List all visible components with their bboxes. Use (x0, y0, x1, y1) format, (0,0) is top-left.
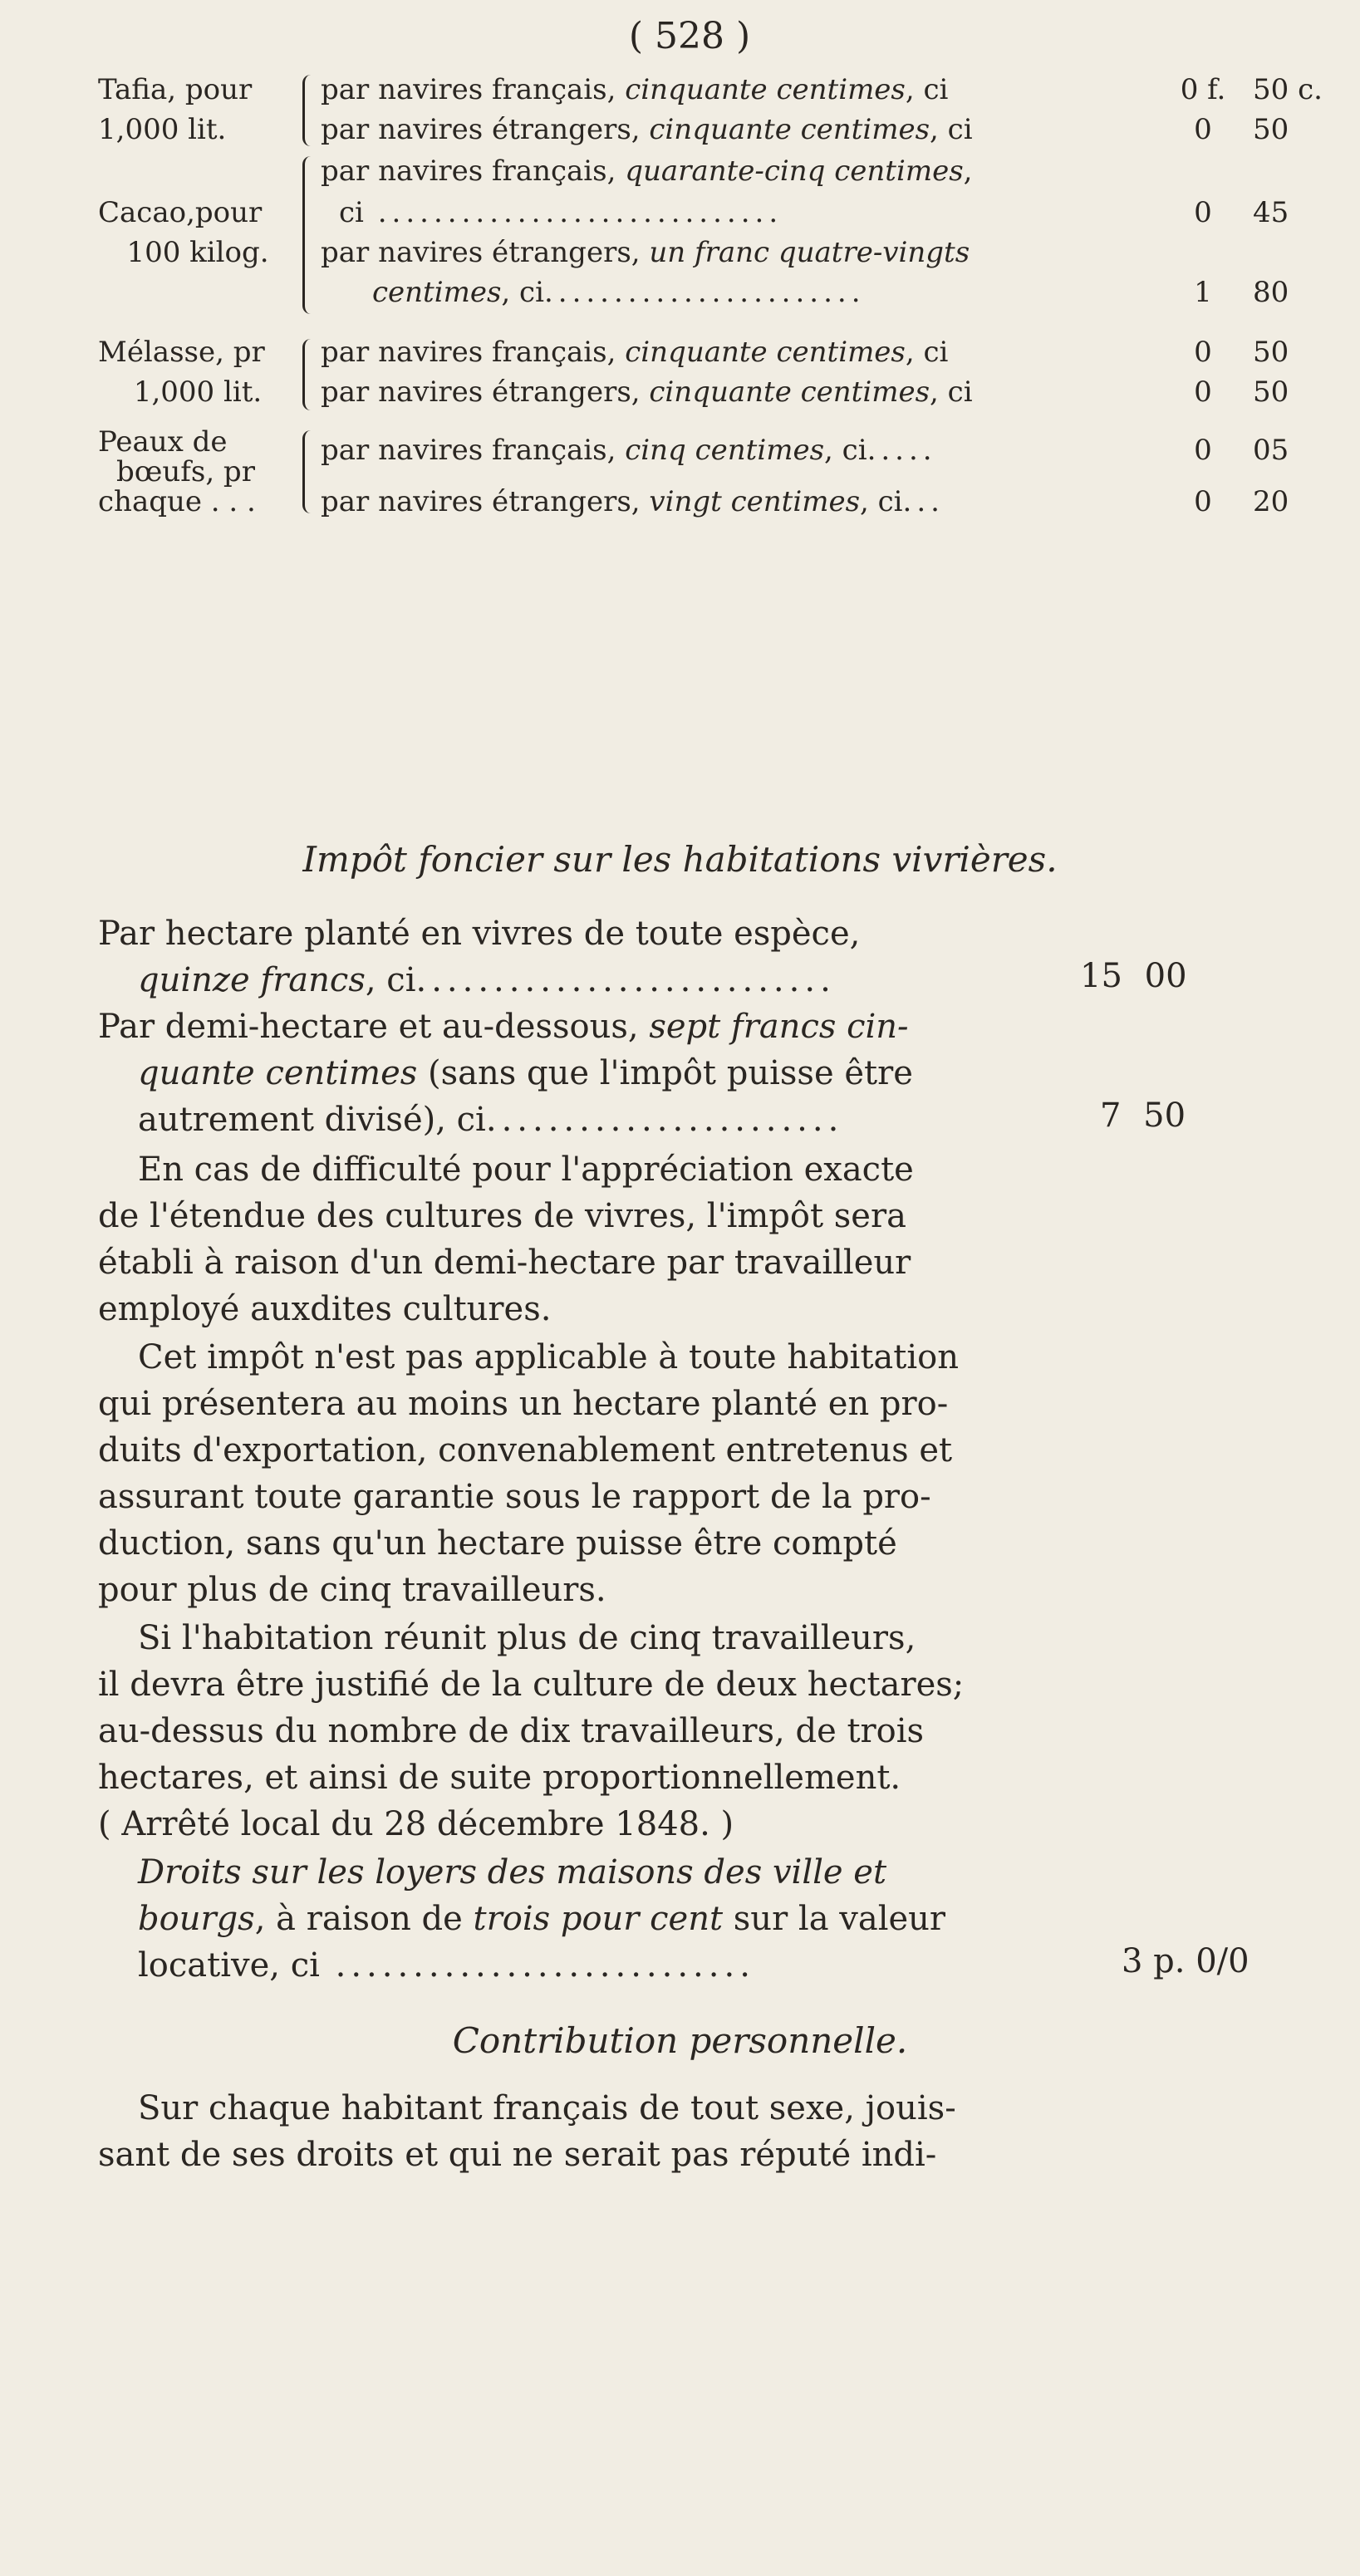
amount-centimes: 05 (1253, 434, 1289, 467)
text-line: quinze francs, ci........................... (138, 961, 836, 999)
text-line: ( Arrêté local du 28 décembre 1848. ) (98, 1805, 734, 1843)
tariff-label: Cacao,pour (98, 196, 263, 229)
amount-francs: 0 (1194, 336, 1212, 369)
amount-francs: 0 (1194, 434, 1212, 467)
text-line: autrement divisé), ci....................... (138, 1101, 844, 1139)
tariff-row: par navires français, cinquante centimes, ci (321, 73, 949, 106)
text-line: pour plus de cinq travailleurs. (98, 1571, 606, 1609)
tariff-label: bœufs, pr (116, 455, 255, 488)
brace (302, 339, 317, 410)
tariff-label: 1,000 lit. (133, 375, 263, 409)
tariff-label: 100 kilog. (126, 236, 269, 269)
amount-centimes: 50 (1253, 113, 1289, 146)
amount-centimes: 45 (1253, 196, 1289, 229)
amount: 3 p. 0/0 (1122, 1942, 1250, 1980)
text-line: au-dessus du nombre de dix travailleurs, de trois (98, 1712, 925, 1750)
text-line: bourgs, à raison de trois pour cent sur la valeur (138, 1900, 946, 1938)
brace (302, 430, 317, 513)
tariff-label: Mélasse, pr (98, 336, 265, 369)
tariff-row: par navires français, quarante-cinq centimes, (321, 155, 973, 188)
amount-francs: 0 f. (1180, 73, 1226, 106)
text-line: Si l'habitation réunit plus de cinq travailleurs, (138, 1619, 916, 1657)
amount-centimes: 80 (1253, 276, 1289, 309)
brace (302, 75, 317, 146)
text-line: établi à raison d'un demi-hectare par travailleur (98, 1244, 911, 1282)
text-line: il devra être justifié de la culture de deux hectares; (98, 1666, 965, 1704)
text-line: assurant toute garantie sous le rapport de la pro- (98, 1478, 931, 1516)
text-line: Par hectare planté en vivres de toute espèce, (98, 915, 861, 953)
amount-francs: 0 (1194, 485, 1212, 518)
tariff-label: 1,000 lit. (98, 113, 227, 146)
text-line: sant de ses droits et qui ne serait pas réputé indi- (98, 2136, 937, 2174)
tariff-row: ci ............................. (339, 196, 783, 229)
amount-centimes: 50 (1253, 336, 1289, 369)
amount-centimes: 50 c. (1253, 73, 1323, 106)
text-line: qui présentera au moins un hectare planté en pro- (98, 1385, 949, 1423)
brace (302, 156, 317, 314)
tariff-label: Peaux de (98, 425, 228, 459)
tariff-row: par navires étrangers, cinquante centimes, ci (321, 375, 973, 409)
page-number: ( 528 ) (628, 15, 751, 57)
amount-centimes: 50 (1253, 375, 1289, 409)
text-line: Par demi-hectare et au-dessous, sept francs cin- (98, 1008, 909, 1046)
text-line: Sur chaque habitant français de tout sexe, jouis- (138, 2089, 956, 2127)
text-line: de l'étendue des cultures de vivres, l'impôt sera (98, 1197, 906, 1235)
text-line: duction, sans qu'un hectare puisse être compté (98, 1524, 897, 1563)
text-line: locative, ci ........................... (138, 1946, 755, 1985)
tariff-row: par navires étrangers, un franc quatre-vingts (321, 236, 970, 269)
section-title: Impôt foncier sur les habitations vivrières. (302, 839, 1058, 880)
text-line: Droits sur les loyers des maisons des ville et (138, 1853, 887, 1892)
tariff-row: par navires étrangers, cinquante centimes, ci (321, 113, 973, 146)
amount: 15 00 (1080, 957, 1187, 995)
text-line: duits d'exportation, convenablement entretenus et (98, 1431, 953, 1470)
section-title: Contribution personnelle. (452, 2020, 908, 2061)
tariff-label: chaque . . . (98, 485, 256, 518)
text-line: employé auxdites cultures. (98, 1290, 552, 1328)
amount-francs: 0 (1194, 113, 1212, 146)
tariff-row: par navires français, cinquante centimes, ci (321, 336, 949, 369)
tariff-row: par navires français, cinq centimes, ci..... (321, 434, 937, 467)
text-line: En cas de difficulté pour l'appréciation exacte (138, 1151, 914, 1189)
amount-francs: 0 (1194, 196, 1212, 229)
tariff-row: centimes, ci....................... (372, 276, 866, 309)
text-line: hectares, et ainsi de suite proportionnellement. (98, 1759, 901, 1797)
amount-francs: 0 (1194, 375, 1212, 409)
text-line: quante centimes (sans que l'impôt puisse être (138, 1054, 913, 1092)
tariff-row: par navires étrangers, vingt centimes, ci... (321, 485, 945, 518)
amount: 7 50 (1100, 1097, 1186, 1135)
amount-centimes: 20 (1253, 485, 1289, 518)
tariff-label: Tafia, pour (98, 73, 253, 106)
amount-francs: 1 (1194, 276, 1212, 309)
text-line: Cet impôt n'est pas applicable à toute habitation (138, 1338, 959, 1376)
